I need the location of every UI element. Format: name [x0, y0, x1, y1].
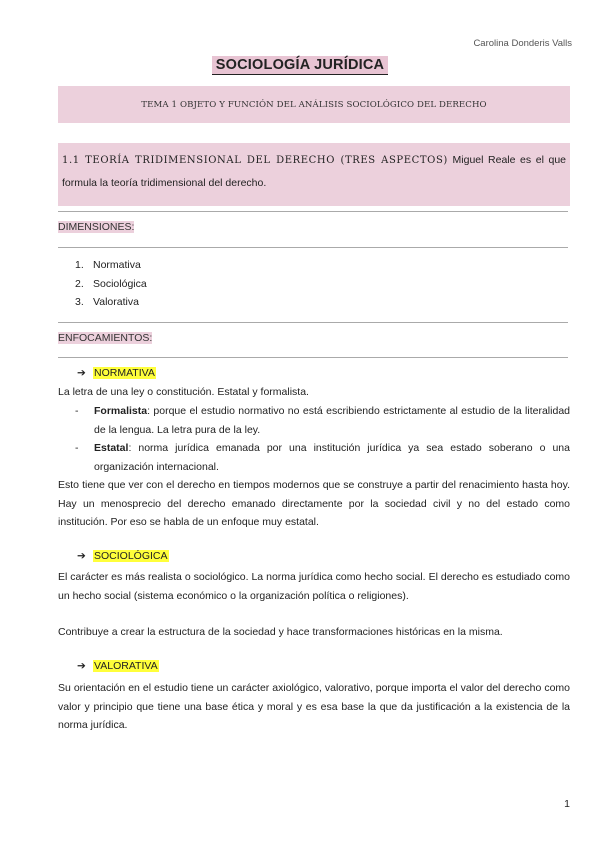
title-wrapper — [0, 56, 600, 75]
valorativa-heading — [77, 660, 159, 672]
section-text: Miguel Reale es el que formula la teoría tridimensional del derecho. — [62, 154, 566, 189]
bullet-formalista: - Formalista: porque el estudio normativo no está escribiendo estrictamente al estudio de la literalidad de la lengua. La letra pura de la ley. — [75, 405, 570, 436]
section-heading: 1.1 TEORÍA TRIDIMENSIONAL DEL DERECHO (TRES ASPECTOS) — [62, 155, 448, 166]
divider — [58, 322, 568, 323]
page-number: 1 — [564, 798, 570, 810]
dimensiones-label: DIMENSIONES: — [58, 221, 135, 233]
document-title: SOCIOLOGÍA JURÍDICA — [212, 56, 388, 75]
arrow-right-icon: ➔ — [77, 550, 86, 562]
dimensiones-list — [75, 256, 147, 312]
topic-title: TEMA 1 OBJETO Y FUNCIÓN DEL ANÁLISIS SOCIOLÓGICO DEL DERECHO — [141, 99, 487, 110]
highlighted-heading: NORMATIVA — [94, 367, 155, 379]
highlighted-heading: VALORATIVA — [94, 660, 158, 672]
list-item: 2. Sociológica — [75, 277, 147, 290]
divider — [58, 247, 568, 248]
highlighted-heading: SOCIOLÓGICA — [94, 550, 168, 562]
sociologica-body-2: Contribuye a crear la estructura de la sociedad y hace transformaciones históricas en la misma. — [58, 626, 503, 638]
author-name: Carolina Donderis Valls — [473, 38, 572, 49]
valorativa-body: Su orientación en el estudio tiene un carácter axiológico, valorativo, porque importa el valor del derecho como valor y principio que tiene una base ética y moral y es esa base la que da justificación a la existencia de la norma jurídica. — [58, 682, 570, 731]
arrow-right-icon: ➔ — [77, 367, 86, 379]
sociologica-heading — [77, 550, 169, 562]
divider — [58, 211, 568, 212]
list-item: 3. Valorativa — [75, 296, 139, 308]
topic-banner — [58, 86, 570, 123]
section-box — [58, 143, 570, 206]
arrow-right-icon: ➔ — [77, 660, 86, 672]
sociologica-body-1: El carácter es más realista o sociológico. La norma jurídica como hecho social. El derecho es estudiado como un hecho social (sistema económico o la organización política o religiones). — [58, 571, 570, 602]
list-item: 1. Normativa — [75, 259, 141, 271]
normativa-body: Esto tiene que ver con el derecho en tiempos modernos que se construye a partir del renacimiento hasta hoy. Hay un menosprecio del derecho emanado directamente por la sociedad civil y no del estado como institución. Por eso se habla de un enfoque muy estatal. — [58, 479, 570, 528]
bullet-estatal: - Estatal: norma jurídica emanada por una institución jurídica ya sea estado soberano o una organización internacional. — [75, 442, 570, 473]
enfocamientos-label: ENFOCAMIENTOS: — [58, 332, 153, 344]
divider — [58, 357, 568, 358]
normativa-heading — [77, 367, 156, 379]
normativa-intro: La letra de una ley o constitución. Estatal y formalista. — [58, 386, 309, 398]
